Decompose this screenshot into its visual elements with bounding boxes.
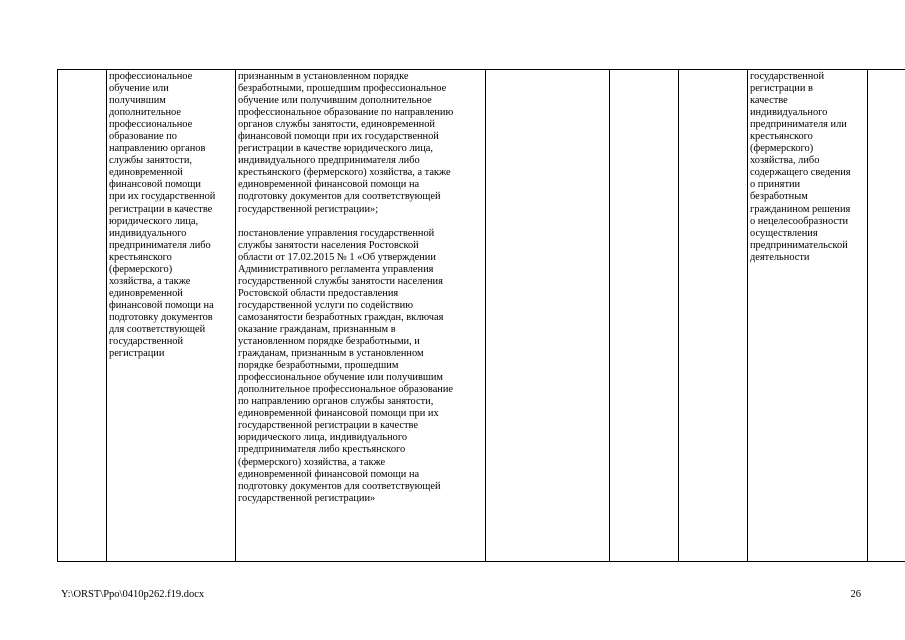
document-table bbox=[57, 69, 905, 562]
cell-text: профессиональное обучение или получившим дополнительное профессиональное образование по направлению органов службы занятости, единовременной финансовой помощи при их государственной регистрации в качестве юридического лица, индивидуального предпринимателя либо крестьянского (фермерского) хозяйства, а также единовременной финансовой помощи на подготовку документов для соответствующей государственной регистрации bbox=[109, 71, 216, 360]
table-cell-service-name bbox=[107, 70, 236, 562]
table-cell-col8 bbox=[868, 70, 905, 562]
table-cell-number bbox=[58, 70, 107, 562]
cell-text: признанным в установленном порядке безработными, прошедшим профессиональное обучение или получившим дополнительное профессиональное образование по направлению органов службы занятости, единовременной финансовой помощи при их государственной регистрации в качестве юридического лица, индивидуального предпринимателя либо крестьянского (фермерского) хозяйства, а также единовременной финансовой помощи на подготовку документов для соответствующей государственной регистрации»; постановление управления государственной службы занятости населения Ростовской области от 17.02.2015 № 1 «Об утверждении Административного регламента управления государственной службы занятости населения Ростовской области предоставления государственной услуги по содействию самозанятости безработных граждан, включая оказание гражданам, признанным в установленном порядке безработными, и гражданам, признанным в установленном порядке безработными, прошедшим профессиональное обучение или получившим дополнительное профессиональное образование по направлению органов службы занятости, единовременной финансовой помощи при их государственной регистрации в качестве юридического лица, индивидуального предпринимателя либо крестьянского (фермерского) хозяйства, а также единовременной финансовой помощи на подготовку документов для соответствующей государственной регистрации» bbox=[238, 71, 454, 504]
table-cell-result bbox=[748, 70, 868, 562]
footer-page-number: 26 bbox=[850, 589, 861, 600]
table-cell-col6 bbox=[679, 70, 748, 562]
cell-text: государственной регистрации в качестве индивидуального предпринимателя или крестьянского (фермерского) хозяйства, либо содержащего сведения о принятии безработным гражданином решения о нецелесообразности осуществления предпринимательской деятельности bbox=[750, 71, 851, 263]
table-cell-legal-basis bbox=[236, 70, 486, 562]
footer-file-path: Y:\ORST\Ppo\0410p262.f19.docx bbox=[61, 589, 205, 600]
table-cell-col4 bbox=[486, 70, 610, 562]
table-row bbox=[58, 70, 905, 562]
table-cell-col5 bbox=[610, 70, 679, 562]
